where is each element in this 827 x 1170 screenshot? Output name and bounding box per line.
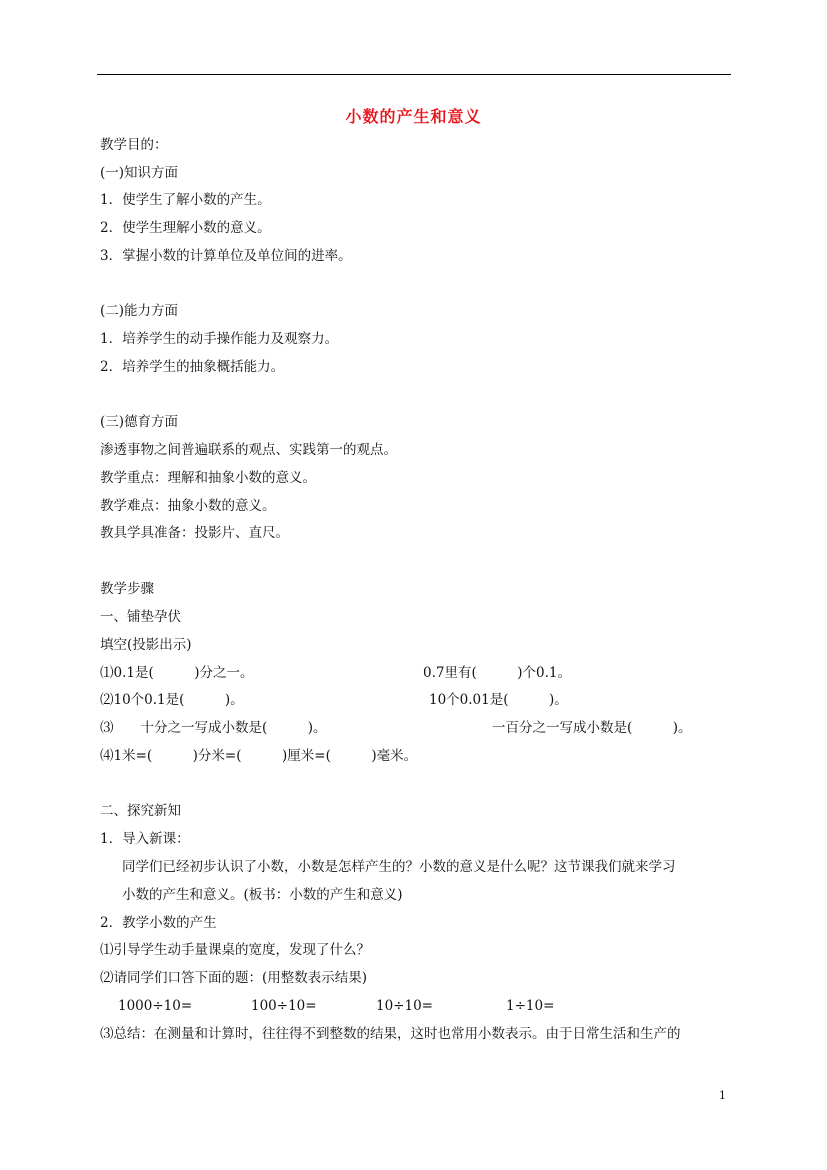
calc-1: 1000÷10= <box>118 998 193 1014</box>
question-1b: 0.7里有( )个0.1。 <box>423 665 571 681</box>
part1-heading: 一、铺垫孕伏 <box>100 609 181 625</box>
knowledge-item-3: 3．掌握小数的计算单位及单位间的进率。 <box>100 248 352 264</box>
knowledge-item-1: 1．使学生了解小数的产生。 <box>100 192 271 208</box>
calc-4: 1÷10= <box>506 998 555 1014</box>
header-rule <box>97 74 731 75</box>
question-2a: ⑵10个0.1是( )。 <box>100 692 244 708</box>
page-number: 1 <box>719 1089 726 1102</box>
origin-item-2: ⑵请同学们口答下面的题：(用整数表示结果) <box>100 970 368 986</box>
calc-2: 100÷10= <box>251 998 317 1014</box>
question-2b: 10个0.01是( )。 <box>429 692 568 708</box>
ability-item-1: 1．培养学生的动手操作能力及观察力。 <box>100 331 339 347</box>
ability-item-2: 2．培养学生的抽象概括能力。 <box>100 359 285 375</box>
knowledge-item-2: 2．使学生理解小数的意义。 <box>100 220 271 236</box>
question-4: ⑷1米=( )分米=( )厘米=( )毫米。 <box>100 748 418 764</box>
intro-paragraph-line-1: 同学们已经初步认识了小数，小数是怎样产生的？小数的意义是什么呢？这节课我们就来学习 <box>122 859 676 875</box>
document-title: 小数的产生和意义 <box>345 107 482 126</box>
objectives-heading: 教学目的： <box>100 137 168 153</box>
origin-item-1: ⑴引导学生动手量课桌的宽度，发现了什么？ <box>100 942 370 958</box>
question-3b: 一百分之一写成小数是( )。 <box>492 720 692 736</box>
steps-heading: 教学步骤 <box>100 581 154 597</box>
intro-paragraph-line-2: 小数的产生和意义。(板书：小数的产生和意义) <box>122 887 403 903</box>
part2-heading: 二、探究新知 <box>100 803 181 819</box>
intro-heading: 1．导入新课： <box>100 831 190 847</box>
moral-heading: (三)德育方面 <box>100 414 179 430</box>
knowledge-heading: (一)知识方面 <box>100 165 179 181</box>
origin-heading: 2．教学小数的产生 <box>100 915 217 931</box>
key-point: 教学重点：理解和抽象小数的意义。 <box>100 470 316 486</box>
origin-item-3: ⑶总结：在测量和计算时，往往得不到整数的结果，这时也常用小数表示。由于日常生活和生产的 <box>100 1026 681 1042</box>
question-1a: ⑴0.1是( )分之一。 <box>100 665 254 681</box>
difficulty-point: 教学难点：抽象小数的意义。 <box>100 498 276 514</box>
question-3a: ⑶ 十分之一写成小数是( )。 <box>100 720 327 736</box>
moral-text: 渗透事物之间普遍联系的观点、实践第一的观点。 <box>100 442 397 458</box>
materials-text: 教具学具准备：投影片、直尺。 <box>100 525 289 541</box>
fill-heading: 填空(投影出示) <box>100 637 192 653</box>
calc-3: 10÷10= <box>376 998 433 1014</box>
ability-heading: (二)能力方面 <box>100 303 179 319</box>
